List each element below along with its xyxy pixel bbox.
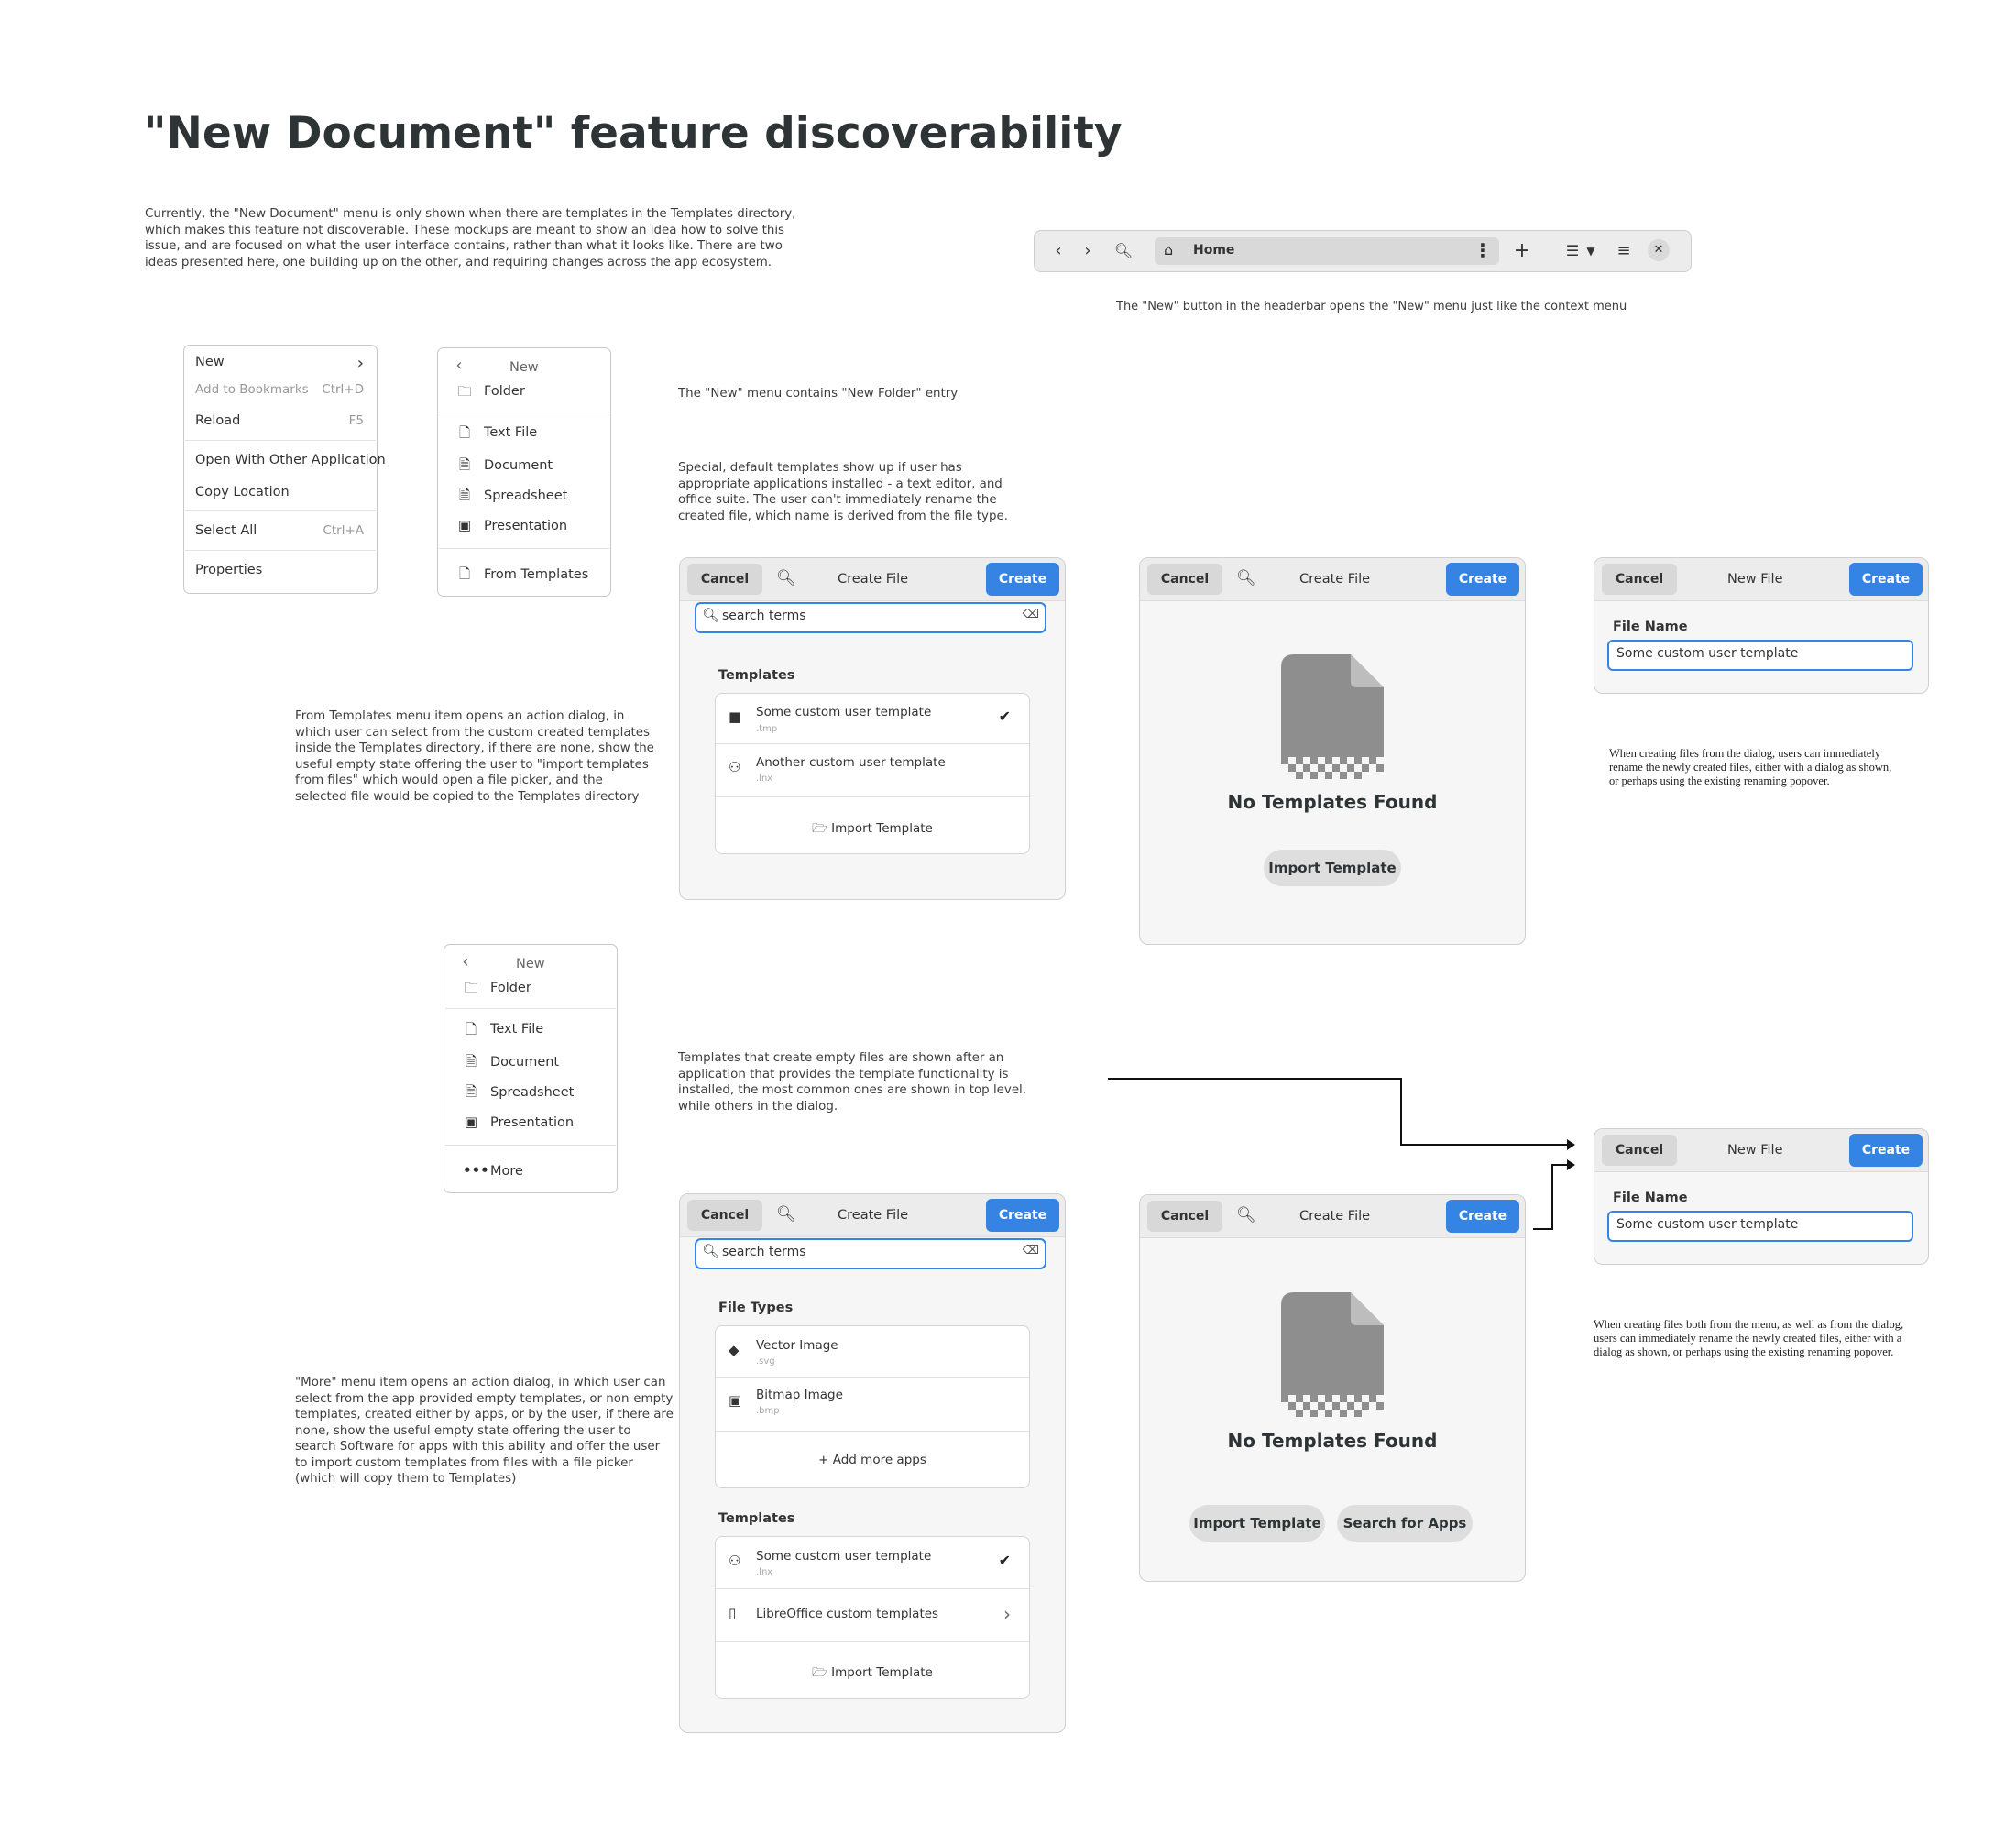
- create-button[interactable]: Create: [986, 563, 1059, 596]
- templates-header: Templates: [718, 1511, 795, 1526]
- text-file-icon: 🗋︎: [465, 1021, 477, 1037]
- missing-document-icon: [1281, 1292, 1384, 1419]
- menu-separator: [445, 1008, 616, 1009]
- menu-item-spreadsheet[interactable]: Spreadsheet: [490, 1085, 575, 1100]
- dropdown-icon[interactable]: ▼: [1586, 245, 1595, 258]
- dialog-title: New File: [1727, 1143, 1783, 1158]
- new-submenu-more: [444, 944, 618, 1193]
- location-bar[interactable]: [1155, 237, 1499, 265]
- search-for-apps-button[interactable]: Search for Apps: [1337, 1505, 1473, 1542]
- empty-files-note: Templates that create empty files are shown after an application that provides the template functionality is installed, the most common ones are shown in top level, while others in the dialog.: [678, 1051, 1027, 1114]
- home-icon: ⌂: [1164, 241, 1174, 258]
- file-name-value: Some custom user template: [1616, 1217, 1799, 1232]
- import-template-button[interactable]: Import Template: [1264, 850, 1401, 886]
- search-icon[interactable]: 🔍︎: [1236, 569, 1256, 587]
- spreadsheet-icon: 🗎︎: [458, 487, 471, 503]
- menu-item-presentation[interactable]: Presentation: [490, 1115, 575, 1130]
- file-type-name: Vector Image: [756, 1338, 838, 1353]
- search-icon[interactable]: 🔍︎: [776, 569, 796, 587]
- template-ext: .tmp: [756, 724, 778, 734]
- menu-item-copy-location[interactable]: Copy Location: [195, 485, 290, 499]
- cancel-button[interactable]: Cancel: [1602, 1135, 1677, 1166]
- search-icon: 🔍︎: [702, 607, 720, 623]
- file-type-ext: .svg: [756, 1356, 775, 1367]
- search-icon[interactable]: 🔍︎: [776, 1205, 796, 1224]
- shortcut-label: Ctrl+A: [323, 523, 364, 538]
- from-templates-note: From Templates menu item opens an action dialog, in which user can select from the custom created templates inside the Templates directory, if there are none, show the useful empty state offering the user to "import templates from files" which would open a file picker, and the selected file would be copied to the Templates directory: [295, 709, 654, 804]
- back-icon[interactable]: ‹: [455, 356, 463, 375]
- arrow-head: [1567, 1159, 1575, 1170]
- new-submenu: [437, 347, 611, 597]
- file-name-field[interactable]: [1607, 640, 1913, 671]
- import-template-label: Import Template: [831, 821, 933, 836]
- list-separator: [716, 796, 1029, 797]
- menu-item-new[interactable]: New: [195, 355, 225, 369]
- menu-item-more[interactable]: More: [490, 1164, 523, 1179]
- new-folder-icon: 🗀︎: [457, 383, 472, 400]
- file-name-label: File Name: [1613, 1191, 1688, 1205]
- spreadsheet-icon: 🗎︎: [465, 1083, 477, 1100]
- text-file-icon: 🗋︎: [458, 424, 471, 441]
- list-item[interactable]: [716, 1537, 1029, 1588]
- connector-line: [1400, 1144, 1569, 1146]
- cancel-button[interactable]: Cancel: [687, 1200, 762, 1231]
- presentation-icon: ▣: [457, 517, 472, 533]
- arrow-head: [1567, 1139, 1575, 1150]
- folder-open-icon: 🗁︎: [812, 1665, 832, 1680]
- forward-icon[interactable]: ›: [1084, 241, 1091, 260]
- search-icon[interactable]: 🔍︎: [1236, 1206, 1256, 1224]
- template-app-icon: ■: [729, 708, 742, 725]
- menu-item-select-all[interactable]: Select All: [195, 523, 257, 538]
- rename-dialog-note: When creating files from the dialog, users can immediately rename the newly created files, either with a dialog as shown, or perhaps using the existing renaming popover.: [1609, 747, 1892, 787]
- document-icon: 🗎︎: [458, 456, 471, 473]
- document-icon: 🗎︎: [465, 1053, 477, 1070]
- search-icon[interactable]: 🔍︎: [1113, 242, 1134, 259]
- cancel-button[interactable]: Cancel: [1147, 564, 1222, 595]
- create-file-more-dialog: [679, 1193, 1066, 1733]
- cancel-button[interactable]: Cancel: [1147, 1201, 1222, 1232]
- clear-icon[interactable]: ⌫: [1022, 608, 1039, 621]
- menu-item-open-with[interactable]: Open With Other Application: [195, 453, 386, 467]
- cancel-button[interactable]: Cancel: [1602, 564, 1677, 595]
- add-icon[interactable]: +: [1513, 239, 1531, 262]
- create-button[interactable]: Create: [1446, 563, 1519, 596]
- create-button[interactable]: Create: [1446, 1200, 1519, 1233]
- import-template-button[interactable]: Import Template: [1189, 1505, 1325, 1542]
- menu-item-presentation[interactable]: Presentation: [484, 519, 568, 533]
- list-separator: [716, 1641, 1029, 1642]
- list-item[interactable]: [716, 1589, 1029, 1641]
- location-label: Home: [1193, 243, 1235, 258]
- checkmark-icon: ✔: [998, 1552, 1011, 1569]
- file-types-list: [715, 1325, 1030, 1488]
- import-template-button[interactable]: [716, 819, 1029, 840]
- template-ext: .lnx: [756, 1567, 773, 1577]
- close-icon[interactable]: ✕: [1648, 239, 1670, 261]
- hamburger-icon[interactable]: ≡: [1616, 241, 1631, 260]
- templates-list: [715, 693, 1030, 854]
- file-name-value: Some custom user template: [1616, 646, 1799, 661]
- menu-item-folder[interactable]: Folder: [484, 384, 525, 399]
- menu-item-properties[interactable]: Properties: [195, 563, 263, 577]
- chevron-right-icon: ›: [1003, 1603, 1011, 1625]
- menu-item-add-bookmarks: Add to Bookmarks: [195, 382, 309, 397]
- back-icon[interactable]: ‹: [1055, 241, 1062, 260]
- template-icon: 🗋︎: [458, 565, 471, 582]
- menu-separator: [439, 548, 609, 549]
- submenu-header: New: [516, 957, 545, 971]
- dialog-title: Create File: [1299, 1209, 1371, 1224]
- clear-icon[interactable]: ⌫: [1022, 1244, 1039, 1257]
- file-types-header: File Types: [718, 1301, 794, 1315]
- menu-separator: [185, 550, 376, 551]
- shortcut-label: Ctrl+D: [322, 382, 364, 397]
- list-item[interactable]: [716, 744, 1029, 796]
- menu-item-folder[interactable]: Folder: [490, 981, 531, 995]
- page-title: "New Document" feature discoverability: [144, 108, 1123, 159]
- menu-item-document[interactable]: Document: [490, 1055, 560, 1070]
- connector-line: [1108, 1078, 1402, 1080]
- list-item[interactable]: [716, 694, 1029, 743]
- import-template-label: Import Template: [831, 1665, 933, 1680]
- search-input[interactable]: [695, 1238, 1046, 1269]
- new-folder-note: The "New" menu contains "New Folder" entry: [678, 387, 959, 401]
- chevron-right-icon: ›: [356, 354, 364, 373]
- search-icon: 🔍︎: [702, 1243, 720, 1259]
- more-icon[interactable]: ⋮: [1474, 239, 1492, 261]
- file-type-ext: .bmp: [756, 1406, 780, 1416]
- add-icon: +: [818, 1453, 833, 1467]
- search-text: search terms: [722, 1245, 806, 1259]
- rename-both-note: When creating files both from the menu, as well as from the dialog, users can immediately rename the newly created files, either with a dialog as shown, or perhaps using the existing renaming popover.: [1594, 1318, 1904, 1358]
- special-templates-note: Special, default templates show up if user has appropriate applications installed - a text editor, and office suite. The user can't immediately rename the created file, which name is derived from the file type.: [678, 461, 1008, 523]
- menu-separator: [185, 510, 376, 511]
- libreoffice-icon: ▯: [729, 1605, 737, 1621]
- headerbar-note: The "New" button in the headerbar opens the "New" menu just like the context menu: [1116, 300, 1627, 313]
- create-file-empty-dialog: [1139, 557, 1526, 945]
- list-separator: [716, 1431, 1029, 1432]
- menu-item-document[interactable]: Document: [484, 458, 553, 473]
- connector-line: [1551, 1164, 1553, 1230]
- dialog-title: Create File: [838, 1208, 909, 1223]
- template-ext: .lnx: [756, 774, 773, 784]
- create-button[interactable]: Create: [1849, 1134, 1923, 1167]
- create-button[interactable]: Create: [1849, 563, 1923, 596]
- dialog-header: [1140, 1195, 1525, 1238]
- empty-state-title: No Templates Found: [1227, 1430, 1438, 1452]
- new-folder-icon: 🗀︎: [464, 980, 478, 996]
- templates-list: [715, 1536, 1030, 1699]
- menu-item-from-templates[interactable]: From Templates: [484, 567, 589, 582]
- linux-icon: ⚇: [729, 759, 741, 775]
- template-name: LibreOffice custom templates: [756, 1607, 939, 1621]
- missing-document-icon: [1281, 654, 1384, 781]
- menu-item-reload[interactable]: Reload: [195, 413, 241, 428]
- connector-line: [1400, 1078, 1402, 1146]
- context-menu: [183, 345, 386, 594]
- list-item[interactable]: [716, 1378, 1029, 1430]
- menu-item-text-file[interactable]: Text File: [490, 1022, 544, 1037]
- add-more-apps-label: Add more apps: [832, 1453, 926, 1467]
- more-dots-icon: •••: [463, 1162, 489, 1179]
- create-button[interactable]: Create: [986, 1199, 1059, 1232]
- more-item-note: "More" menu item opens an action dialog, in which user can select from the app provided empty templates, or non-empty templates, created either by apps, or by the user, if there are none, show the useful empty state offering the user to search Software for apps with this ability and offer the user to import custom templates from files with a file picker (which will copy them to Templates): [295, 1376, 674, 1486]
- headerbar-mockup: [1034, 230, 1692, 272]
- connector-line: [1533, 1228, 1553, 1230]
- template-name: Some custom user template: [756, 705, 932, 719]
- template-name: Another custom user template: [756, 755, 946, 770]
- templates-header: Templates: [718, 668, 795, 683]
- add-more-apps-button[interactable]: [716, 1453, 1029, 1467]
- submenu-header: New: [509, 360, 539, 375]
- folder-open-icon: 🗁︎: [812, 821, 832, 836]
- checkmark-icon: ✔: [998, 708, 1011, 725]
- new-file-dialog: [1594, 557, 1929, 694]
- menu-item-spreadsheet[interactable]: Spreadsheet: [484, 488, 568, 503]
- back-icon[interactable]: ‹: [462, 952, 469, 971]
- dialog-title: New File: [1727, 572, 1783, 587]
- bitmap-image-icon: ▣: [729, 1392, 742, 1409]
- cancel-button[interactable]: Cancel: [687, 564, 762, 595]
- dialog-header: [1140, 558, 1525, 601]
- dialog-header: [680, 558, 1065, 601]
- presentation-icon: ▣: [464, 1114, 478, 1130]
- file-name-field[interactable]: [1607, 1211, 1913, 1242]
- new-file-dialog-2: [1594, 1128, 1929, 1265]
- dialog-title: Create File: [838, 572, 909, 587]
- list-item[interactable]: [716, 1326, 1029, 1377]
- search-text: search terms: [722, 609, 806, 623]
- menu-separator: [445, 1145, 616, 1146]
- shortcut-label: F5: [348, 413, 364, 428]
- vector-image-icon: ◆: [729, 1342, 740, 1358]
- import-template-button[interactable]: [716, 1663, 1029, 1685]
- linux-icon: ⚇: [729, 1553, 741, 1569]
- search-input[interactable]: [695, 602, 1046, 633]
- dialog-header: [1594, 1129, 1928, 1172]
- dialog-header: [680, 1194, 1065, 1237]
- template-name: Some custom user template: [756, 1549, 932, 1564]
- create-file-empty-apps-dialog: [1139, 1194, 1526, 1582]
- dialog-title: Create File: [1299, 572, 1371, 587]
- menu-separator: [185, 440, 376, 441]
- file-name-label: File Name: [1613, 620, 1688, 634]
- dialog-header: [1594, 558, 1928, 601]
- empty-state-title: No Templates Found: [1227, 791, 1438, 813]
- intro-note: Currently, the "New Document" menu is only shown when there are templates in the Templates directory, which makes this feature not discoverable. These mockups are meant to show an idea how to solve this issue, and are focused on what the user interface contains, rather than what it looks like. There are two ideas presented here, one building up on the other, and requiring changes across the app ecosystem.: [145, 207, 796, 269]
- file-type-name: Bitmap Image: [756, 1388, 843, 1402]
- menu-item-text-file[interactable]: Text File: [484, 425, 538, 440]
- view-list-icon[interactable]: ☰: [1565, 242, 1580, 259]
- create-file-dialog: [679, 557, 1066, 900]
